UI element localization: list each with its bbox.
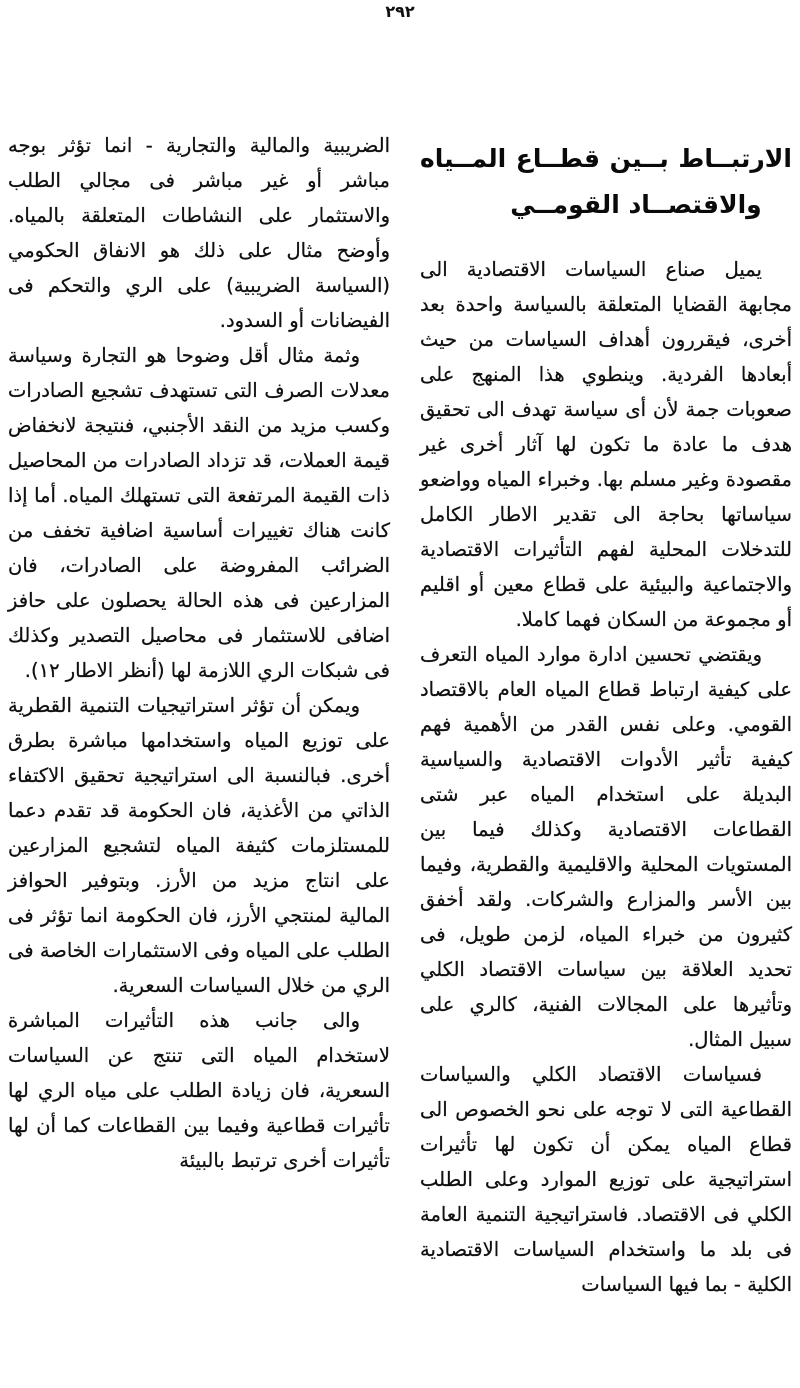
paragraph: ويقتضي تحسين ادارة موارد المياه التعرف على كيفية ارتباط قطاع المياه العام بالاقتصاد القومي. وعلى نفس القدر من الأهمية فهم كيفية تأثير الأدوات الاقتصادية والسياسية البديلة على استخدام المياه عبر شتى القطاعات الاقتصادية وكذلك فيما بين المستويات المحلية والاقليمية والقطرية، وفيما بين الأسر والمزارع والشركات. ولقد أخفق كثيرون من خبراء المياه، لزمن طويل، فى تحديد العلاقة بين سياسات الاقتصاد الكلي وتأثيرها على المجالات الفنية، كالري على سبيل المثال. — [420, 643, 792, 1051]
right-column — [420, 122, 792, 1302]
page-number: ٢٩٢ — [385, 2, 415, 21]
paragraph: يميل صناع السياسات الاقتصادية الى مجابهة القضايا المتعلقة بالسياسة واحدة بعد أخرى، فيقررون أهداف السياسات من حيث أبعادها الفردية. وينطوي هذا المنهج على صعوبات جمة لأن أى سياسة تهدف الى تحقيق هدف ما عادة ما تكون لها آثار أخرى غير مقصودة وغير مسلم بها. وخبراء المياه وواضعو سياساتها بحاجة الى تقدير الاطار الكامل للتدخلات المحلية لفهم التأثيرات الاقتصادية والاجتماعية والبيئية على قطاع معين أو اقليم أو مجموعة من السكان فهما كاملا. — [420, 258, 792, 631]
paragraph: ويمكن أن تؤثر استراتيجيات التنمية القطرية على توزيع المياه واستخدامها مباشرة بطرق أخرى. فبالنسبة الى استراتيجية تحقيق الاكتفاء الذاتي من الأغذية، فان الحكومة قد تقدم دعما للمستلزمات كثيفة المياه لتشجيع المزارعين على انتاج مزيد من الأرز. وبتوفير الحوافز المالية لمنتجي الأرز، فان الحكومة انما تؤثر فى الطلب على المياه وفى الاستثمارات الخاصة فى الري من خلال السياسات السعرية. — [8, 694, 390, 997]
article-title-line-2: والاقتصــاد القومــي — [510, 190, 762, 219]
paragraph: وثمة مثال أقل وضوحا هو التجارة وسياسة معدلات الصرف التى تستهدف تشجيع الصادرات وكسب مزيد من النقد الأجنبي، فنتيجة لانخفاض قيمة العملات، قد تزداد الصادرات من المحاصيل ذات القيمة المرتفعة التى تستهلك المياه. أما إذا كانت هناك تغييرات أساسية اضافية تخفف من الضرائب المفروضة على الصادرات، فان المزارعين فى هذه الحالة يحصلون على حافز اضافى للاستثمار فى محاصيل التصدير وكذلك فى شبكات الري اللازمة لها (أنظر الاطار ١٢). — [8, 344, 390, 682]
left-column — [8, 122, 390, 1302]
paragraph: والى جانب هذه التأثيرات المباشرة لاستخدام المياه التى تنتج عن السياسات السعرية، فان زيادة الطلب على مياه الري لها تأثيرات قطاعية وفيما بين القطاعات كما أن لها تأثيرات أخرى ترتبط بالبيئة — [8, 1009, 390, 1172]
paragraph: الضريبية والمالية والتجارية - انما تؤثر بوجه مباشر أو غير مباشر فى مجالي الطلب والاستثمار على النشاطات المتعلقة بالمياه. وأوضح مثال على ذلك هو الانفاق الحكومي (السياسة الضريبية) على الري والتحكم فى الفيضانات أو السدود. — [8, 134, 390, 332]
article-title-line-1: الارتبــاط بــين قطــاع المــياه — [420, 144, 792, 173]
article-title — [420, 136, 792, 228]
paragraph: فسياسات الاقتصاد الكلي والسياسات القطاعية التى لا توجه على نحو الخصوص الى قطاع المياه يمكن أن تكون لها تأثيرات استراتيجية على توزيع الموارد وعلى الطلب الكلي فى الاقتصاد. فاستراتيجية التنمية العامة فى بلد ما واستخدام السياسات الاقتصادية الكلية - بما فيها السياسات — [420, 1063, 792, 1296]
